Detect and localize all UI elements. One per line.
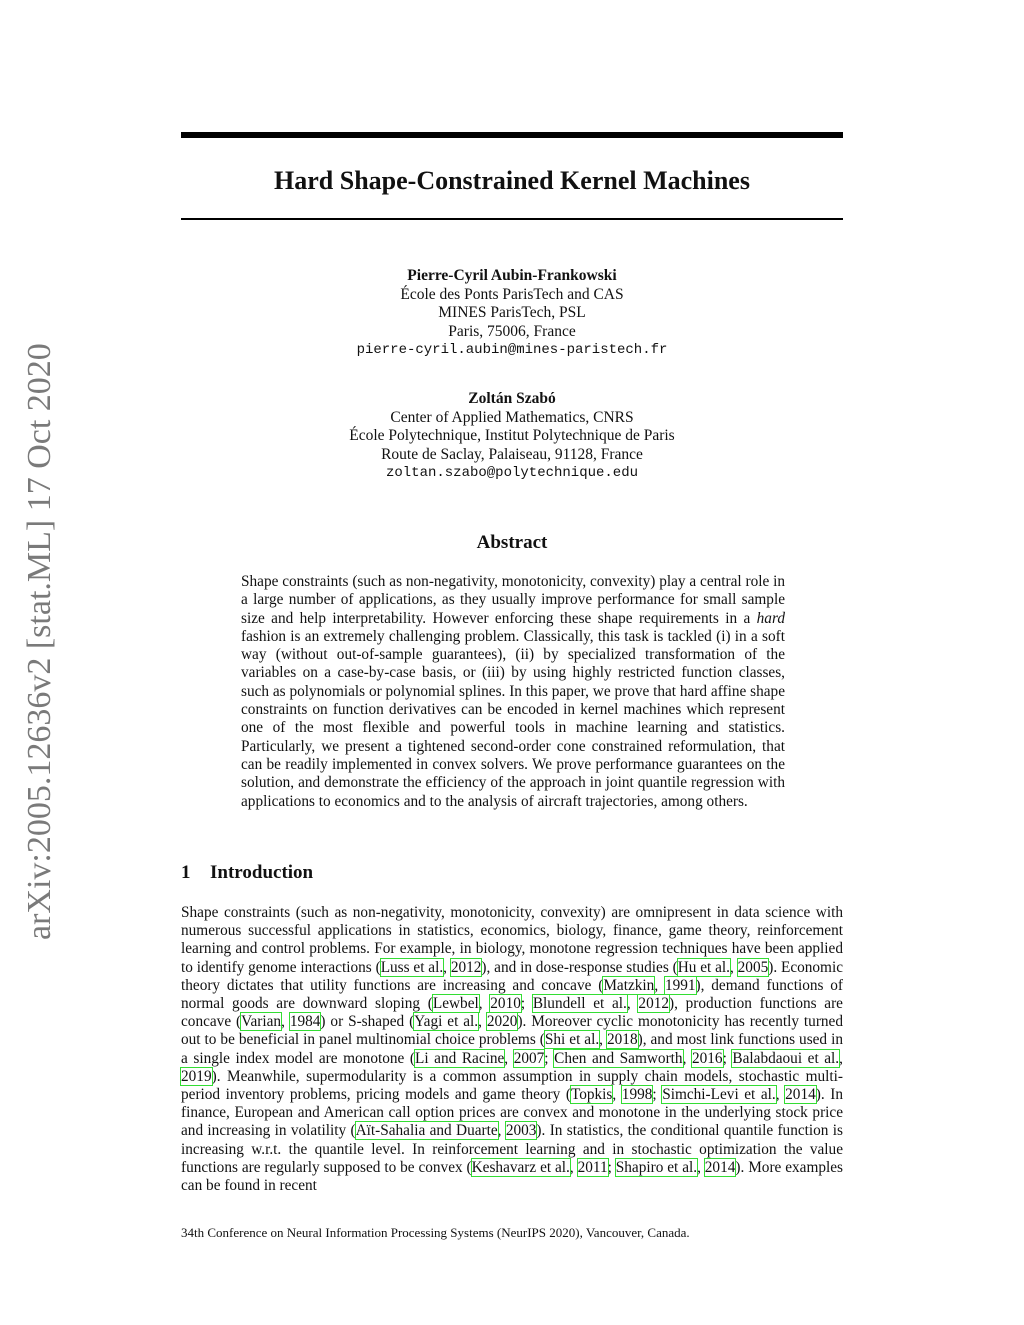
- citation-link[interactable]: 2014: [704, 1158, 736, 1176]
- intro-text: ). Economic theory dictates that utility functions are increasing and concave (: [181, 958, 843, 994]
- paper-title: Hard Shape-Constrained Kernel Machines: [274, 166, 750, 195]
- intro-text: ). Moreover cyclic monotonicity has recently turned out to be beneficial in panel multinomial choice problems (: [181, 1013, 843, 1049]
- citation-link[interactable]: Chen and Samworth: [554, 1049, 683, 1067]
- citation-link[interactable]: 2018: [607, 1031, 638, 1049]
- abstract-emphasis: hard: [756, 609, 785, 627]
- intro-text: ). Meanwhile, supermodularity is a common assumption in supply chain models, stochastic multi-period inventory problems, pricing models and game theory (: [181, 1067, 843, 1104]
- title-rule-bottom: [181, 218, 843, 220]
- citation-link[interactable]: 2016: [691, 1049, 723, 1067]
- citation-link[interactable]: Varian: [241, 1013, 282, 1031]
- citation-link[interactable]: 1984: [289, 1013, 321, 1031]
- title-rule-top: [181, 132, 843, 138]
- author-affiliation: Center of Applied Mathematics, CNRS: [390, 408, 634, 426]
- citation-link[interactable]: 2019: [181, 1067, 212, 1085]
- citation-link[interactable]: Lewbel: [432, 995, 479, 1013]
- arxiv-identifier: arXiv:2005.12636v2 [stat.ML] 17 Oct 2020: [21, 343, 58, 940]
- intro-text: ), demand functions of normal goods are downward sloping (: [181, 976, 843, 1013]
- citation-link[interactable]: 2011: [577, 1158, 608, 1176]
- author-name: Pierre-Cyril Aubin-Frankowski: [407, 267, 617, 284]
- citation-link[interactable]: 2014: [785, 1086, 816, 1104]
- citation-link[interactable]: Shi et al.: [544, 1031, 600, 1049]
- abstract-text: Shape constraints (such as non-negativity, monotonicity, convexity) play a central role in a large number of applications, as they usually improve performance for small sample size and help interpretability. However enforcing these shape requirements in a: [241, 573, 785, 627]
- section-heading: [181, 861, 313, 885]
- citation-link[interactable]: 2007: [513, 1049, 545, 1067]
- intro-text: ). In finance, European and American call option prices are convex and monotone in the underlying stock price and increasing in volatility (: [181, 1086, 843, 1140]
- citation-link[interactable]: Hu et al.: [677, 958, 730, 976]
- author-affiliation: École Polytechnique, Institut Polytechnique de Paris: [349, 427, 675, 444]
- intro-text: ). More examples can be found in recent: [181, 1158, 843, 1195]
- author-block-2: [181, 390, 843, 483]
- abstract-body: [241, 573, 785, 811]
- citation-link[interactable]: Topkis: [570, 1086, 613, 1104]
- intro-text: ). In statistics, the conditional quantile function is increasing w.r.t. the quantile level. In reinforcement learning and in stochastic optimization the value functions are regularly supposed to be convex (: [181, 1122, 843, 1176]
- intro-text: Shape constraints (such as non-negativity, monotonicity, convexity) are omnipresent in data science with numerous successful applications in statistics, economics, biology, finance, game theory, reinforcement learning and control problems. For example, in biology, monotone regression techniques have been applied to identify genome interactions (: [181, 904, 843, 976]
- author-name: Zoltán Szabó: [468, 390, 556, 407]
- citation-link[interactable]: Balabdaoui et al.: [732, 1049, 840, 1067]
- citation-link[interactable]: 2010: [490, 995, 521, 1013]
- section-title: Introduction: [210, 862, 314, 883]
- citation-link[interactable]: Luss et al.: [380, 958, 444, 976]
- citation-link[interactable]: Li and Racine: [414, 1049, 505, 1067]
- conference-footnote: 34th Conference on Neural Information Processing Systems (NeurIPS 2020), Vancouver, Canada.: [181, 1225, 690, 1240]
- citation-link[interactable]: Simchi-Levi et al.: [662, 1086, 776, 1104]
- citation-link[interactable]: 2005: [737, 958, 769, 976]
- intro-text: ) or S-shaped (: [320, 1013, 415, 1031]
- citation-link[interactable]: 1998: [621, 1086, 653, 1104]
- intro-text: ), and most link functions used in a single index model are monotone (: [181, 1031, 843, 1067]
- author-block-1: [181, 267, 843, 360]
- intro-paragraph: Shape constraints (such as non-negativity, monotonicity, convexity) are omnipresent in data science with numerous successful applications in statistics, economics, biology, finance, game theory, reinforcement learning and control problems. For example, in biology, monotone regression techniques have been applied to identify genome interactions (Luss et al., 2012), and in dose-response studies (Hu et al., 2005). Economic theory dictates that utility functions are increasing and concave (Matzkin, 1991), demand functions of normal goods are downward sloping (Lewbel, 2010; Blundell et al., 2012), production functions are concave (Varian, 1984) or S-shaped (Yagi et al., 2020). Moreover cyclic monotonicity has recently turned out to be beneficial in panel multinomial choice problems (Shi et al., 2018), and most link functions used in a single index model are monotone (Li and Racine, 2007; Chen and Samworth, 2016; Balabdaoui et al., 2019). Meanwhile, supermodularity is a common assumption in supply chain models, stochastic multi-period inventory problems, pricing models and game theory (Topkis, 1998; Simchi-Levi et al., 2014). In finance, European and American call option prices are convex and monotone in the underlying stock price and increasing in volatility (Aït-Sahalia and Duarte, 2003). In statistics, the conditional quantile function is increasing w.r.t. the quantile level. In reinforcement learning and in stochastic optimization the value functions are regularly supposed to be convex (Keshavarz et al., 2011; Shapiro et al., 2014). More examples can be found in recent: [181, 904, 843, 1195]
- author-email[interactable]: zoltan.szabo@polytechnique.edu: [385, 465, 639, 481]
- intro-text: ), and in dose-response studies (: [481, 958, 678, 976]
- section-number: 1: [181, 862, 191, 883]
- citation-link[interactable]: 1991: [664, 976, 696, 994]
- abstract-text: fashion is an extremely challenging problem. Classically, this task is tackled (i) in a soft way (without out-of-sample guarantees), (ii) by specialized transformation of the variables on a case-by-case basis, or (iii) by using highly restricted function classes, such as polynomials or polynomial splines. In this paper, we prove that hard affine shape constraints on function derivatives can be encoded in kernel machines which represent one of the most flexible and powerful tools in machine learning and statistics. Particularly, we present a tightened second-order cone constrained reformulation, that can be readily implemented in convex solvers. We prove performance guarantees on the solution, and demonstrate the efficiency of the approach in joint quantile regression with applications to economics and to the analysis of aircraft trajectories, among others.: [241, 627, 785, 810]
- intro-text: ), production functions are concave (: [181, 995, 843, 1031]
- citation-link[interactable]: Shapiro et al.: [615, 1158, 698, 1176]
- citation-link[interactable]: 2020: [486, 1013, 518, 1031]
- citation-link[interactable]: Matzkin: [603, 976, 655, 994]
- citation-link[interactable]: Yagi et al.: [414, 1013, 479, 1031]
- author-email[interactable]: pierre-cyril.aubin@mines-paristech.fr: [356, 342, 668, 358]
- abstract-heading: Abstract: [476, 532, 548, 553]
- citation-link[interactable]: 2012: [450, 958, 482, 976]
- author-address: Paris, 75006, France: [448, 322, 576, 340]
- author-affiliation: MINES ParisTech, PSL: [438, 304, 586, 321]
- citation-link[interactable]: 2003: [505, 1122, 537, 1140]
- citation-link[interactable]: Keshavarz et al.: [471, 1158, 570, 1176]
- author-affiliation: École des Ponts ParisTech and CAS: [400, 285, 624, 303]
- citation-link[interactable]: 2012: [638, 995, 670, 1013]
- citation-link[interactable]: Blundell et al.: [532, 995, 627, 1013]
- citation-link[interactable]: Aït-Sahalia and Duarte: [355, 1122, 498, 1140]
- author-address: Route de Saclay, Palaiseau, 91128, France: [381, 445, 643, 463]
